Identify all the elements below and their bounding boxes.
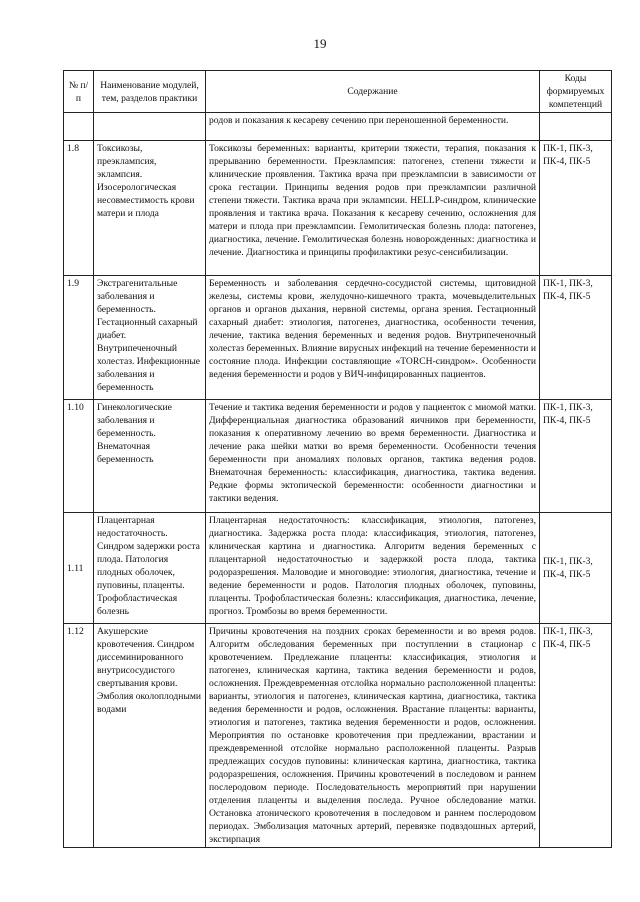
table-row <box>64 113 612 141</box>
row-num: 1.9 <box>64 276 94 400</box>
row-content: родов и показания к кесареву сечению при переношенной беременности. <box>206 113 540 141</box>
table-header-row <box>64 71 612 113</box>
table-row <box>64 276 612 400</box>
row-codes: ПК-1, ПК-3, ПК-4, ПК-5 <box>540 141 612 276</box>
row-content: Беременность и заболевания сердечно-сосудистой системы, щитовидной железы, системы крови, желудочно-кишечного тракта, мочевыделительных органов и органов дыхания, нервной системы, органа зрения. Гестационный сахарный диабет: этиология, патогенез, диагностика, особенности течения, лечение, тактика ведения беременных и ведения родов. Внутрипеченочный холестаз беременных. Влияние вирусных инфекций на течение беременности и состояние плода. Инфекции составляющие «TORCH-синдром». Особенности ведения беременности и родов у ВИЧ-инфицированных пациентов. <box>206 276 540 400</box>
row-content: Течение и тактика ведения беременности и родов у пациенток с миомой матки. Дифференциальная диагностика образований яичников при беременности, показания к оперативному лечению во время беременности. Диагностика и лечение рака шейки матки во время беременности. Особенности течения беременности при аномалиях половых органов, тактика ведения родов. Внематочная беременность: классификация, диагностика, тактика ведения. Редкие формы эктопической беременности: особенности диагностики и тактики ведения. <box>206 400 540 513</box>
page-number: 19 <box>313 36 327 51</box>
row-num <box>64 113 94 141</box>
row-module: Токсикозы, преэклампсия, эклампсия. Изосерологическая несовместимость крови матери и плода <box>94 141 206 276</box>
header-num: № п/п <box>64 71 94 113</box>
row-module: Плацентарная недостаточность. Синдром задержки роста плода. Патология плодных оболочек, пуповины, плаценты. Трофобластическая болезнь <box>94 513 206 624</box>
row-codes: ПК-1, ПК-3, ПК-4, ПК-5 <box>540 624 612 848</box>
table-row <box>64 400 612 513</box>
row-content: Токсикозы беременных: варианты, критерии тяжести, терапия, показания к прерыванию беременности. Преэклампсия: патогенез, степени тяжести и клинические проявления. Тактика врача при преэклампсии в зависимости от срока гестации. Принципы ведения родов при преэклампсии различной степени тяжести. Тактика врача при эклампсии. HELLP-синдром, клинические проявления и тактика врача. Показания к кесареву сечению, осложнения для матери и плода при преэклампсии. Гемолитическая болезнь плода: патогенез, диагностика, лечение. Гемолитическая болезнь новорожденных: диагностика и лечение. Диагностика и принципы профилактики резус-сенсибилизации. <box>206 141 540 276</box>
row-module: Акушерские кровотечения. Синдром диссеминированного внутрисосудистого свертывания крови. Эмболия околоплодными водами <box>94 624 206 848</box>
row-module: Экстрагенитальные заболевания и беременность. Гестационный сахарный диабет. Внутрипеченочный холестаз. Инфекционные заболевания и беременность <box>94 276 206 400</box>
table-row <box>64 513 612 624</box>
row-module: Гинекологические заболевания и беременность. Внематочная беременность <box>94 400 206 513</box>
row-codes: ПК-1, ПК-3, ПК-4, ПК-5 <box>540 400 612 513</box>
header-content: Содержание <box>206 71 540 113</box>
curriculum-table <box>63 70 612 848</box>
row-codes: ПК-1, ПК-3, ПК-4, ПК-5 <box>540 513 612 624</box>
row-content: Плацентарная недостаточность: классификация, этиология, патогенез, диагностика. Задержка роста плода: классификация, этиология, патогенез, клиническая картина и диагностика. Алгоритм ведения беременных с плацентарной недостаточностью и задержкой роста плода, тактика родоразрешения. Маловодие и многоводие: этиология, диагностика, течение и ведение беременности и родов. Патология плодных оболочек, пуповины, плаценты. Трофобластическая болезнь: классификация, диагностика, лечение, прогноз. Тромбозы во время беременности. <box>206 513 540 624</box>
row-codes <box>540 113 612 141</box>
row-codes: ПК-1, ПК-3, ПК-4, ПК-5 <box>540 276 612 400</box>
table-row <box>64 624 612 848</box>
row-num: 1.8 <box>64 141 94 276</box>
header-module: Наименование модулей, тем, разделов практики <box>94 71 206 113</box>
row-num: 1.11 <box>64 513 94 624</box>
header-codes: Коды формируемых компетенций <box>540 71 612 113</box>
row-module <box>94 113 206 141</box>
table-row <box>64 141 612 276</box>
row-num: 1.12 <box>64 624 94 848</box>
row-num: 1.10 <box>64 400 94 513</box>
row-content: Причины кровотечения на поздних сроках беременности и во время родов. Алгоритм обследования беременных при поступлении в стационар с кровотечением. Предлежание плаценты: классификация, этиология и патогенез, клиническая картина, тактика ведения беременности и родов, осложнения. Преждевременная отслойка нормально расположенной плаценты: варианты, этиология и патогенез, клиническая картина, диагностика, тактика ведения беременности и родов, осложнения. Врастание плаценты: варианты, этиология и патогенез, тактика ведения беременности и родов, осложнения. Мероприятия по остановке кровотечения при предлежании, врастании и преждевременной отслойке нормально расположенной плаценты. Разрыв предлежащих сосудов пуповины: клиническая картина, диагностика, тактика родоразрешения, осложнения. Причины кровотечений в последовом и раннем послеродовом периоде. Последовательность мероприятий при нарушении отделения плаценты и выделения последа. Ручное обследование матки. Остановка атонического кровотечения в последовом и раннем послеродовом периодах. Эмболизация маточных артерий, перевязке подвздошных артерий, экстирпация <box>206 624 540 848</box>
